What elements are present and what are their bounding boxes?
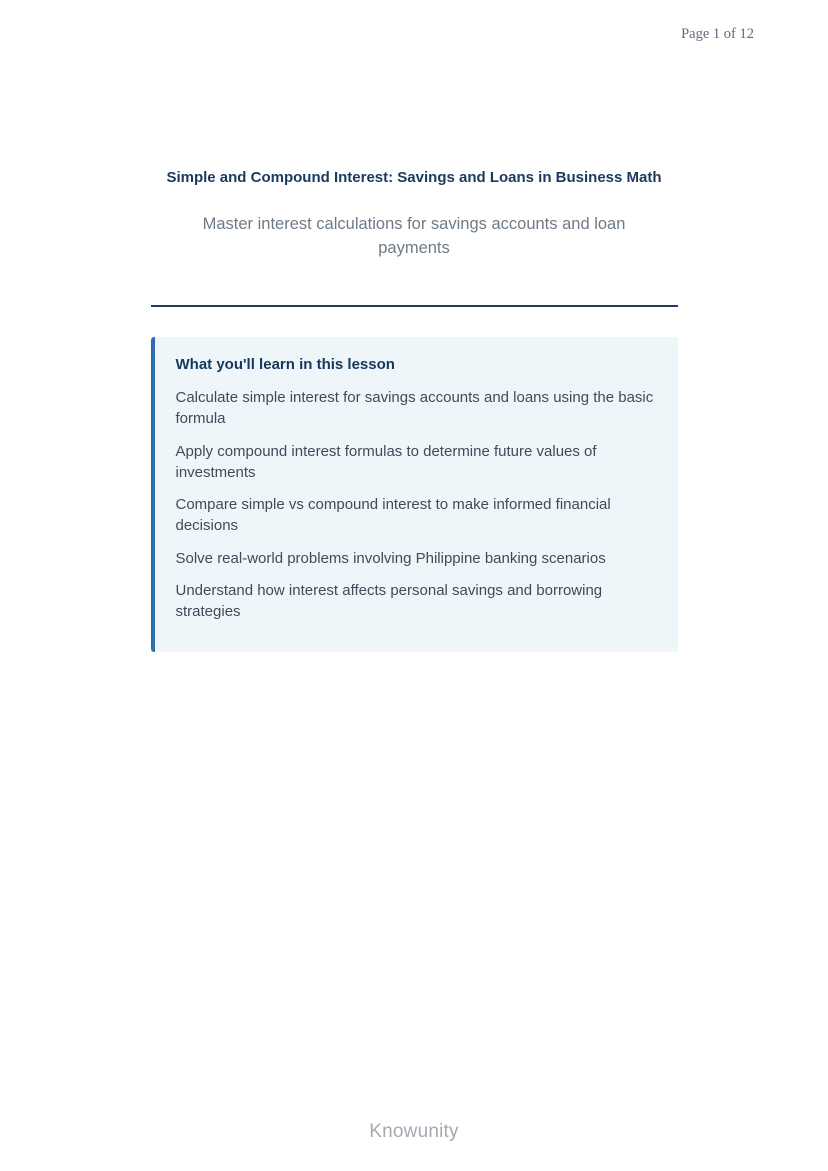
list-item: Calculate simple interest for savings accounts and loans using the basic formula bbox=[175, 389, 654, 428]
section-divider bbox=[151, 305, 678, 307]
list-item: Solve real-world problems involving Philippine banking scenarios bbox=[175, 549, 606, 567]
page-content bbox=[151, 0, 678, 652]
list-item: Compare simple vs compound interest to make informed financial decisions bbox=[175, 496, 611, 535]
lesson-title: Simple and Compound Interest: Savings and Loans in Business Math bbox=[166, 169, 662, 186]
page-number-indicator: Page 1 of 12 bbox=[681, 26, 754, 42]
learning-objectives-list bbox=[176, 387, 660, 623]
footer-brand-logo: Knowunity bbox=[369, 1121, 459, 1142]
learning-objectives-box bbox=[151, 337, 678, 652]
learning-objectives-heading: What you'll learn in this lesson bbox=[175, 356, 395, 373]
lesson-subtitle: Master interest calculations for savings accounts and loan payments bbox=[202, 214, 626, 258]
list-item: Understand how interest affects personal savings and borrowing strategies bbox=[175, 582, 603, 621]
list-item: Apply compound interest formulas to determine future values of investments bbox=[175, 442, 597, 481]
